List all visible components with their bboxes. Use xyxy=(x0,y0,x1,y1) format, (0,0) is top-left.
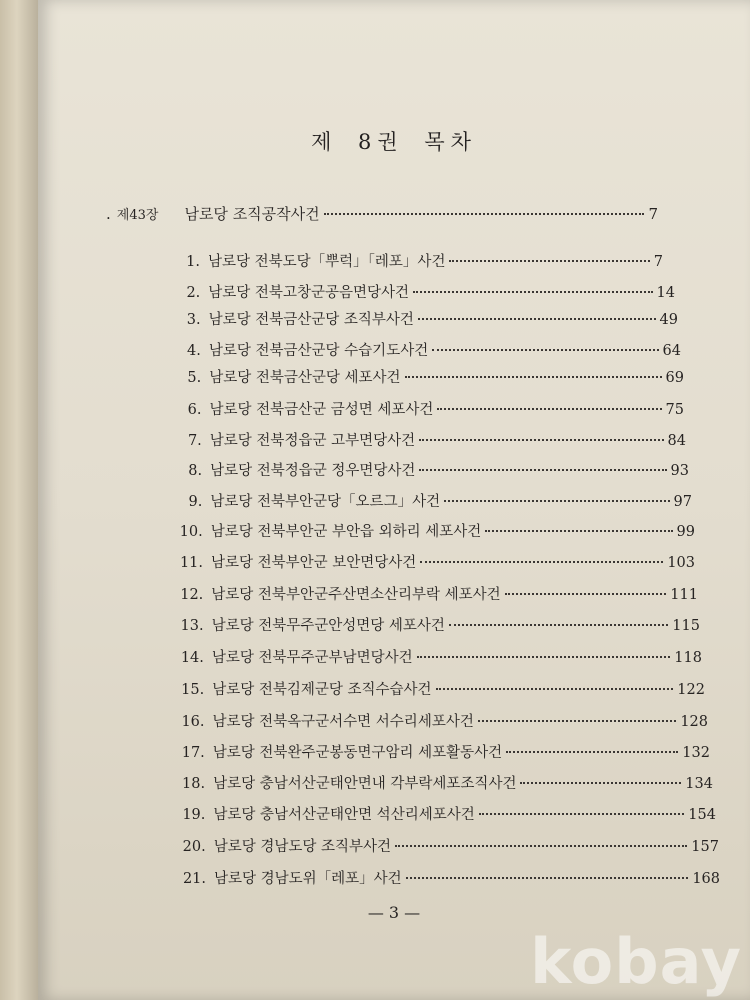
item-number: 20. xyxy=(182,839,206,855)
item-number: 7. xyxy=(187,433,202,449)
toc-item xyxy=(169,803,716,824)
item-title: 남로당 전북부안군주산면소산리부락 세포사건 xyxy=(211,587,501,603)
item-number: 4. xyxy=(187,343,201,359)
item-number: 5. xyxy=(187,370,202,386)
toc-item xyxy=(168,646,702,667)
chapter-mark: . xyxy=(106,205,111,223)
item-number: 9. xyxy=(188,494,203,510)
item-title: 남로당 전북부안군당「오르그」사건 xyxy=(210,494,441,510)
leader-dots xyxy=(406,877,689,879)
item-number: 19. xyxy=(182,807,206,823)
item-page: 64 xyxy=(662,343,681,359)
toc-item xyxy=(168,614,700,635)
item-title: 남로당 전북정읍군 정우면당사건 xyxy=(210,463,416,479)
item-title: 남로당 전북부안군 부안읍 외하리 세포사건 xyxy=(210,524,482,540)
item-page: 103 xyxy=(667,555,695,571)
item-page: 128 xyxy=(680,714,708,730)
leader-dots xyxy=(419,439,663,441)
page-number: — 3 — xyxy=(367,903,421,922)
toc-item xyxy=(169,772,713,793)
item-page: 168 xyxy=(692,871,720,887)
leader-dots xyxy=(405,376,662,378)
toc-item xyxy=(164,281,675,302)
leader-dots xyxy=(395,845,687,847)
item-title: 남로당 전북무주군부남면당사건 xyxy=(211,650,413,666)
item-page: 93 xyxy=(670,463,689,479)
item-number: 2. xyxy=(186,285,201,301)
leader-dots xyxy=(479,813,685,815)
leader-dots xyxy=(420,561,663,563)
item-title: 남로당 전북고창군공음면당사건 xyxy=(208,285,410,301)
item-page: 111 xyxy=(670,587,698,603)
chapter-entry xyxy=(106,203,658,224)
leader-dots xyxy=(419,469,666,471)
item-title: 남로당 전북김제군당 조직수습사건 xyxy=(212,682,432,698)
leader-dots xyxy=(437,408,661,410)
item-page: 154 xyxy=(688,807,716,823)
leader-dots xyxy=(324,213,645,215)
item-page: 84 xyxy=(667,433,686,449)
leader-dots xyxy=(449,624,668,626)
leader-dots xyxy=(444,500,669,502)
toc-item xyxy=(165,339,681,360)
item-number: 21. xyxy=(182,871,206,887)
item-page: 132 xyxy=(682,745,710,761)
leader-dots xyxy=(436,688,674,690)
item-page: 75 xyxy=(665,402,684,418)
item-number: 16. xyxy=(181,714,205,730)
leader-dots xyxy=(413,291,653,293)
item-number: 10. xyxy=(179,524,203,540)
item-page: 97 xyxy=(673,494,692,510)
toc-item xyxy=(165,366,684,387)
item-number: 14. xyxy=(180,650,204,666)
item-number: 12. xyxy=(180,587,204,603)
leader-dots xyxy=(417,656,671,658)
toc-item xyxy=(168,678,705,699)
item-title: 남로당 전북금산군 금성면 세포사건 xyxy=(209,402,434,418)
item-page: 115 xyxy=(672,618,700,634)
toc-item xyxy=(169,710,709,731)
chapter-page: 7 xyxy=(648,205,658,223)
book-spine xyxy=(0,0,43,1000)
toc-item xyxy=(166,490,692,511)
item-number: 3. xyxy=(186,312,201,328)
toc-item xyxy=(166,429,686,450)
item-page: 122 xyxy=(677,682,705,698)
chapter-number: 제43장 xyxy=(116,208,159,223)
item-page: 99 xyxy=(676,524,695,540)
item-page: 7 xyxy=(653,254,663,270)
item-title: 남로당 전북완주군봉동면구암리 세포활동사건 xyxy=(212,745,503,761)
chapter-title: 남로당 조직공작사건 xyxy=(184,205,320,223)
item-page: 134 xyxy=(685,776,713,792)
item-page: 14 xyxy=(656,285,675,301)
item-title: 남로당 전북금산군당 수습기도사건 xyxy=(208,343,429,359)
item-title: 남로당 전북부안군 보안면당사건 xyxy=(211,555,417,571)
toc-item xyxy=(166,398,685,419)
toc-item xyxy=(164,250,663,271)
item-page: 49 xyxy=(659,312,678,328)
leader-dots xyxy=(506,751,678,753)
item-number: 8. xyxy=(188,463,203,479)
leader-dots xyxy=(449,260,649,262)
item-title: 남로당 전북무주군안성면당 세포사건 xyxy=(211,618,445,634)
book-page xyxy=(38,0,750,1000)
toc-item xyxy=(169,741,710,762)
item-title: 남로당 경남도당 조직부사건 xyxy=(213,839,391,855)
toc-item xyxy=(165,308,678,329)
item-number: 11. xyxy=(179,555,203,571)
item-number: 13. xyxy=(180,618,204,634)
item-title: 남로당 충남서산군태안면내 각부락세포조직사건 xyxy=(213,776,517,792)
toc-item xyxy=(167,551,695,572)
item-page: 69 xyxy=(665,370,684,386)
item-title: 남로당 전북옥구군서수면 서수리세포사건 xyxy=(212,714,474,730)
item-title: 남로당 충남서산군태안면 석산리세포사건 xyxy=(213,807,475,823)
toc-item xyxy=(166,459,689,480)
leader-dots xyxy=(478,720,676,722)
item-title: 남로당 경남도위「레포」사건 xyxy=(214,871,402,887)
leader-dots xyxy=(520,782,681,784)
toc-item xyxy=(170,835,719,856)
leader-dots xyxy=(418,318,656,320)
toc-item xyxy=(167,520,695,541)
item-number: 18. xyxy=(182,776,206,792)
item-title: 남로당 전북도당「뿌럭」「레포」사건 xyxy=(208,254,446,270)
item-number: 17. xyxy=(181,745,205,761)
item-number: 15. xyxy=(181,682,205,698)
page-title: 제 8권 목차 xyxy=(311,130,477,154)
leader-dots xyxy=(505,593,667,595)
item-page: 157 xyxy=(691,839,719,855)
watermark-logo: kobay xyxy=(530,925,742,998)
toc-item xyxy=(167,583,698,604)
item-title: 남로당 전북정읍군 고부면당사건 xyxy=(209,433,416,449)
item-page: 118 xyxy=(674,650,702,666)
leader-dots xyxy=(432,349,658,351)
item-title: 남로당 전북금산군당 세포사건 xyxy=(209,370,401,386)
item-number: 6. xyxy=(187,402,202,418)
toc-item xyxy=(170,867,720,888)
leader-dots xyxy=(485,530,672,532)
item-title: 남로당 전북금산군당 조직부사건 xyxy=(208,312,414,328)
item-number: 1. xyxy=(186,254,200,270)
